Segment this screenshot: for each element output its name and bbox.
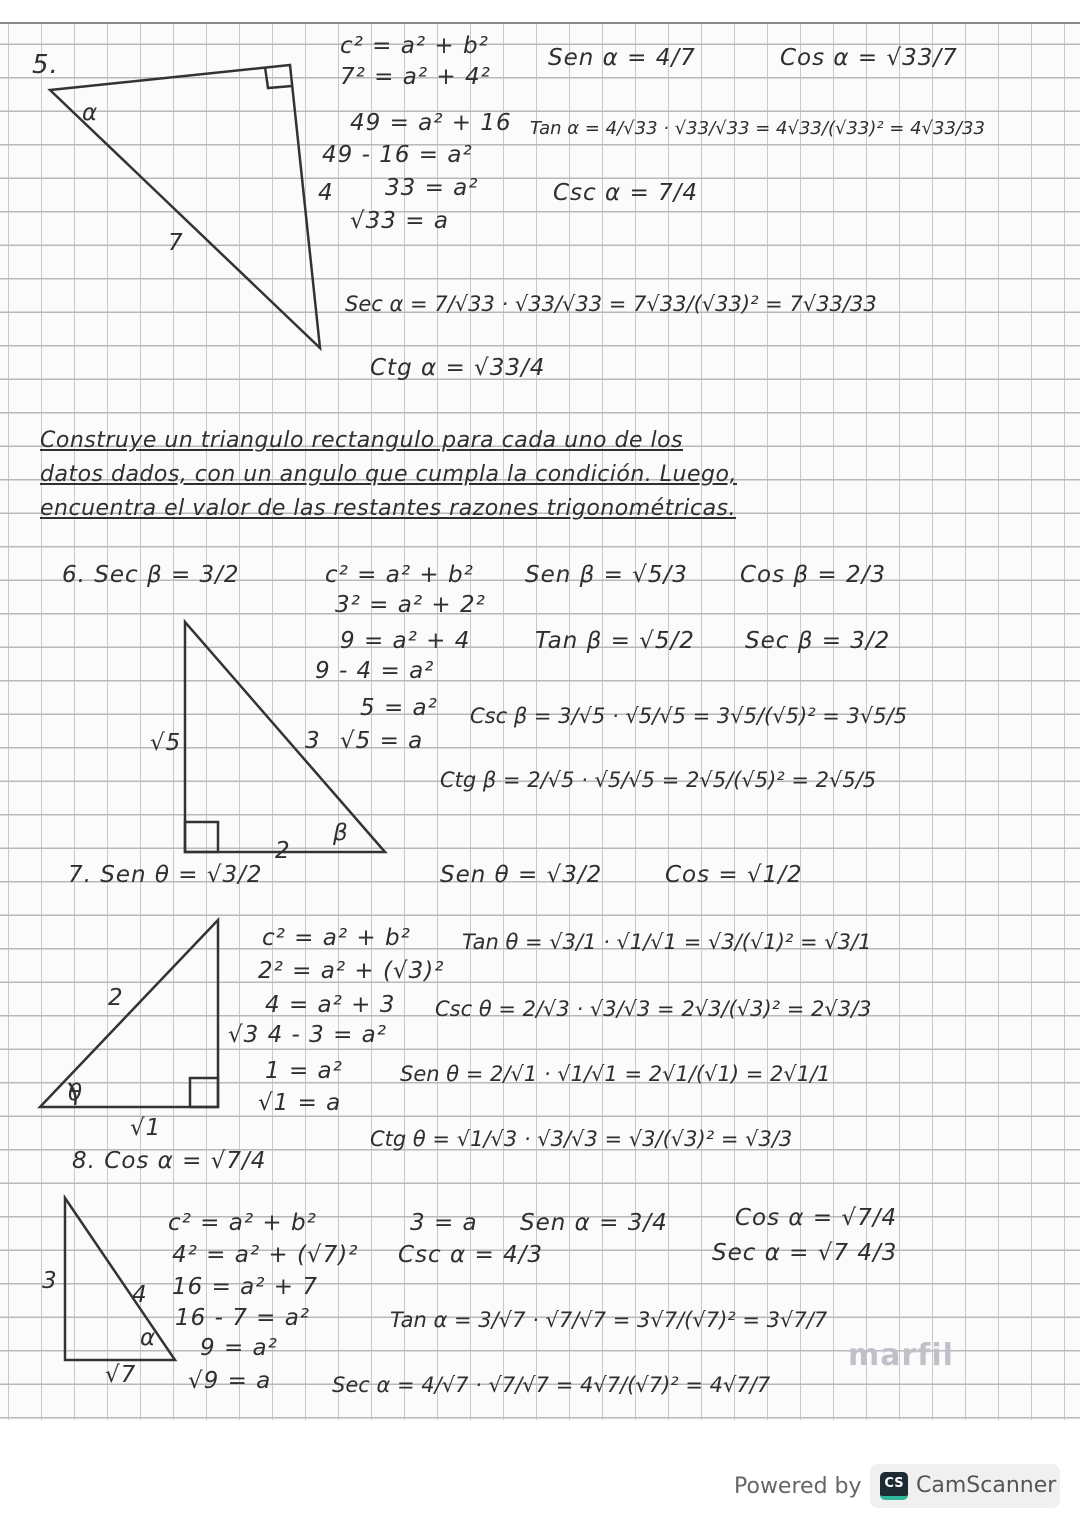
problem-number: 7. Sen θ = √3/2 [68, 862, 263, 888]
equation: 33 = a² [385, 175, 479, 201]
problem-number: 6. Sec β = 3/2 [62, 562, 240, 588]
ratio: Sen β = √5/3 [525, 562, 688, 588]
equation: 2² = a² + (√3)² [258, 958, 445, 984]
equation: √9 = a [188, 1368, 272, 1394]
side-label: 2 [275, 838, 291, 864]
ratio: Cos α = √33/7 [780, 45, 958, 71]
equation: 4 = a² + 3 [265, 992, 396, 1018]
powered-by-text: Powered by [734, 1474, 862, 1499]
equation: √1 = a [258, 1090, 342, 1116]
camscanner-badge[interactable] [870, 1464, 1060, 1508]
equation: c² = a² + b² [262, 925, 411, 951]
equation: 49 = a² + 16 [350, 110, 512, 136]
ratio: Sen α = 4/7 [548, 45, 696, 71]
equation: 3 = a [410, 1210, 478, 1236]
right-angle-mark [190, 1078, 218, 1107]
ratio: Tan θ = √3/1 · √1/√1 = √3/(√1)² = √3/1 [462, 930, 872, 954]
equation: 5 = a² [360, 695, 438, 721]
side-label: 7 [168, 230, 184, 256]
equation: 3² = a² + 2² [335, 592, 486, 618]
problem-number: 5. [32, 50, 59, 80]
side-label: √1 [130, 1115, 162, 1141]
ratio: Sec α = 4/√7 · √7/√7 = 4√7/(√7)² = 4√7/7 [332, 1373, 771, 1397]
camscanner-logo-icon: CS [880, 1472, 908, 1500]
camscanner-brand: CamScanner [916, 1473, 1057, 1498]
ratio: Cos α = √7/4 [735, 1205, 898, 1231]
ratio: Tan β = √5/2 [535, 628, 695, 654]
ratio: Ctg α = √33/4 [370, 355, 546, 381]
instruction-line: encuentra el valor de las restantes razones trigonométricas. [40, 496, 737, 521]
equation: c² = a² + b² [168, 1210, 317, 1236]
side-label: 4 [318, 180, 334, 206]
ratio: Sec β = 3/2 [745, 628, 891, 654]
ratio: Csc α = 7/4 [553, 180, 699, 206]
ratio: Ctg β = 2/√5 · √5/√5 = 2√5/(√5)² = 2√5/5 [440, 768, 877, 792]
equation: 1 = a² [265, 1058, 343, 1084]
ratio: Cos β = 2/3 [740, 562, 887, 588]
marfil-watermark: marfil [848, 1338, 954, 1373]
ratio: Sen α = 3/4 [520, 1210, 668, 1236]
equation: 9 = a² [200, 1335, 278, 1361]
equation: 16 - 7 = a² [175, 1305, 311, 1331]
instruction-line: Construye un triangulo rectangulo para cada uno de los [40, 428, 683, 453]
right-angle-mark [265, 67, 292, 88]
equation: √33 = a [350, 208, 449, 234]
angle-label: β [333, 820, 349, 846]
side-label: 2 [108, 985, 124, 1011]
ratio: Cos = √1/2 [665, 862, 803, 888]
ratio: Sec α = 7/√33 · √33/√33 = 7√33/(√33)² = 7√33/33 [345, 292, 877, 316]
ratio: Csc α = 4/3 [398, 1242, 544, 1268]
equation: c² = a² + b² [340, 33, 489, 59]
ratio: Sen θ = 2/√1 · √1/√1 = 2√1/(√1) = 2√1/1 [400, 1062, 831, 1086]
equation: √5 = a [340, 728, 424, 754]
angle-label: θ [68, 1080, 84, 1106]
equation: 49 - 16 = a² [322, 142, 473, 168]
right-angle-mark [185, 822, 218, 852]
ratio: Tan α = 4/√33 · √33/√33 = 4√33/(√33)² = 4√33/33 [530, 118, 985, 139]
equation: 9 - 4 = a² [315, 658, 435, 684]
ratio: Ctg θ = √1/√3 · √3/√3 = √3/(√3)² = √3/3 [370, 1127, 793, 1151]
side-label: 3 [42, 1268, 58, 1294]
side-label: 4 [132, 1282, 148, 1308]
equation: 4² = a² + (√7)² [172, 1242, 359, 1268]
angle-label: α [140, 1325, 157, 1351]
ratio: Sen θ = √3/2 [440, 862, 603, 888]
instruction-line: datos dados, con un angulo que cumpla la condición. Luego, [40, 462, 737, 487]
equation: c² = a² + b² [325, 562, 474, 588]
ratio: Csc β = 3/√5 · √5/√5 = 3√5/(√5)² = 3√5/5 [470, 704, 908, 728]
triangle-8 [65, 1198, 175, 1360]
equation: 16 = a² + 7 [172, 1274, 319, 1300]
side-label: √5 [150, 730, 182, 756]
ratio: Tan α = 3/√7 · √7/√7 = 3√7/(√7)² = 3√7/7 [390, 1308, 828, 1332]
equation: 7² = a² + 4² [340, 64, 491, 90]
equation: √3 4 - 3 = a² [228, 1022, 387, 1048]
problem-number: 8. Cos α = √7/4 [72, 1148, 267, 1174]
angle-label: α [82, 100, 99, 126]
ratio: Sec α = √7 4/3 [712, 1240, 898, 1266]
equation: 9 = a² + 4 [340, 628, 471, 654]
side-label: √7 [105, 1362, 137, 1388]
side-label: 3 [305, 728, 321, 754]
ratio: Csc θ = 2/√3 · √3/√3 = 2√3/(√3)² = 2√3/3 [435, 997, 872, 1021]
